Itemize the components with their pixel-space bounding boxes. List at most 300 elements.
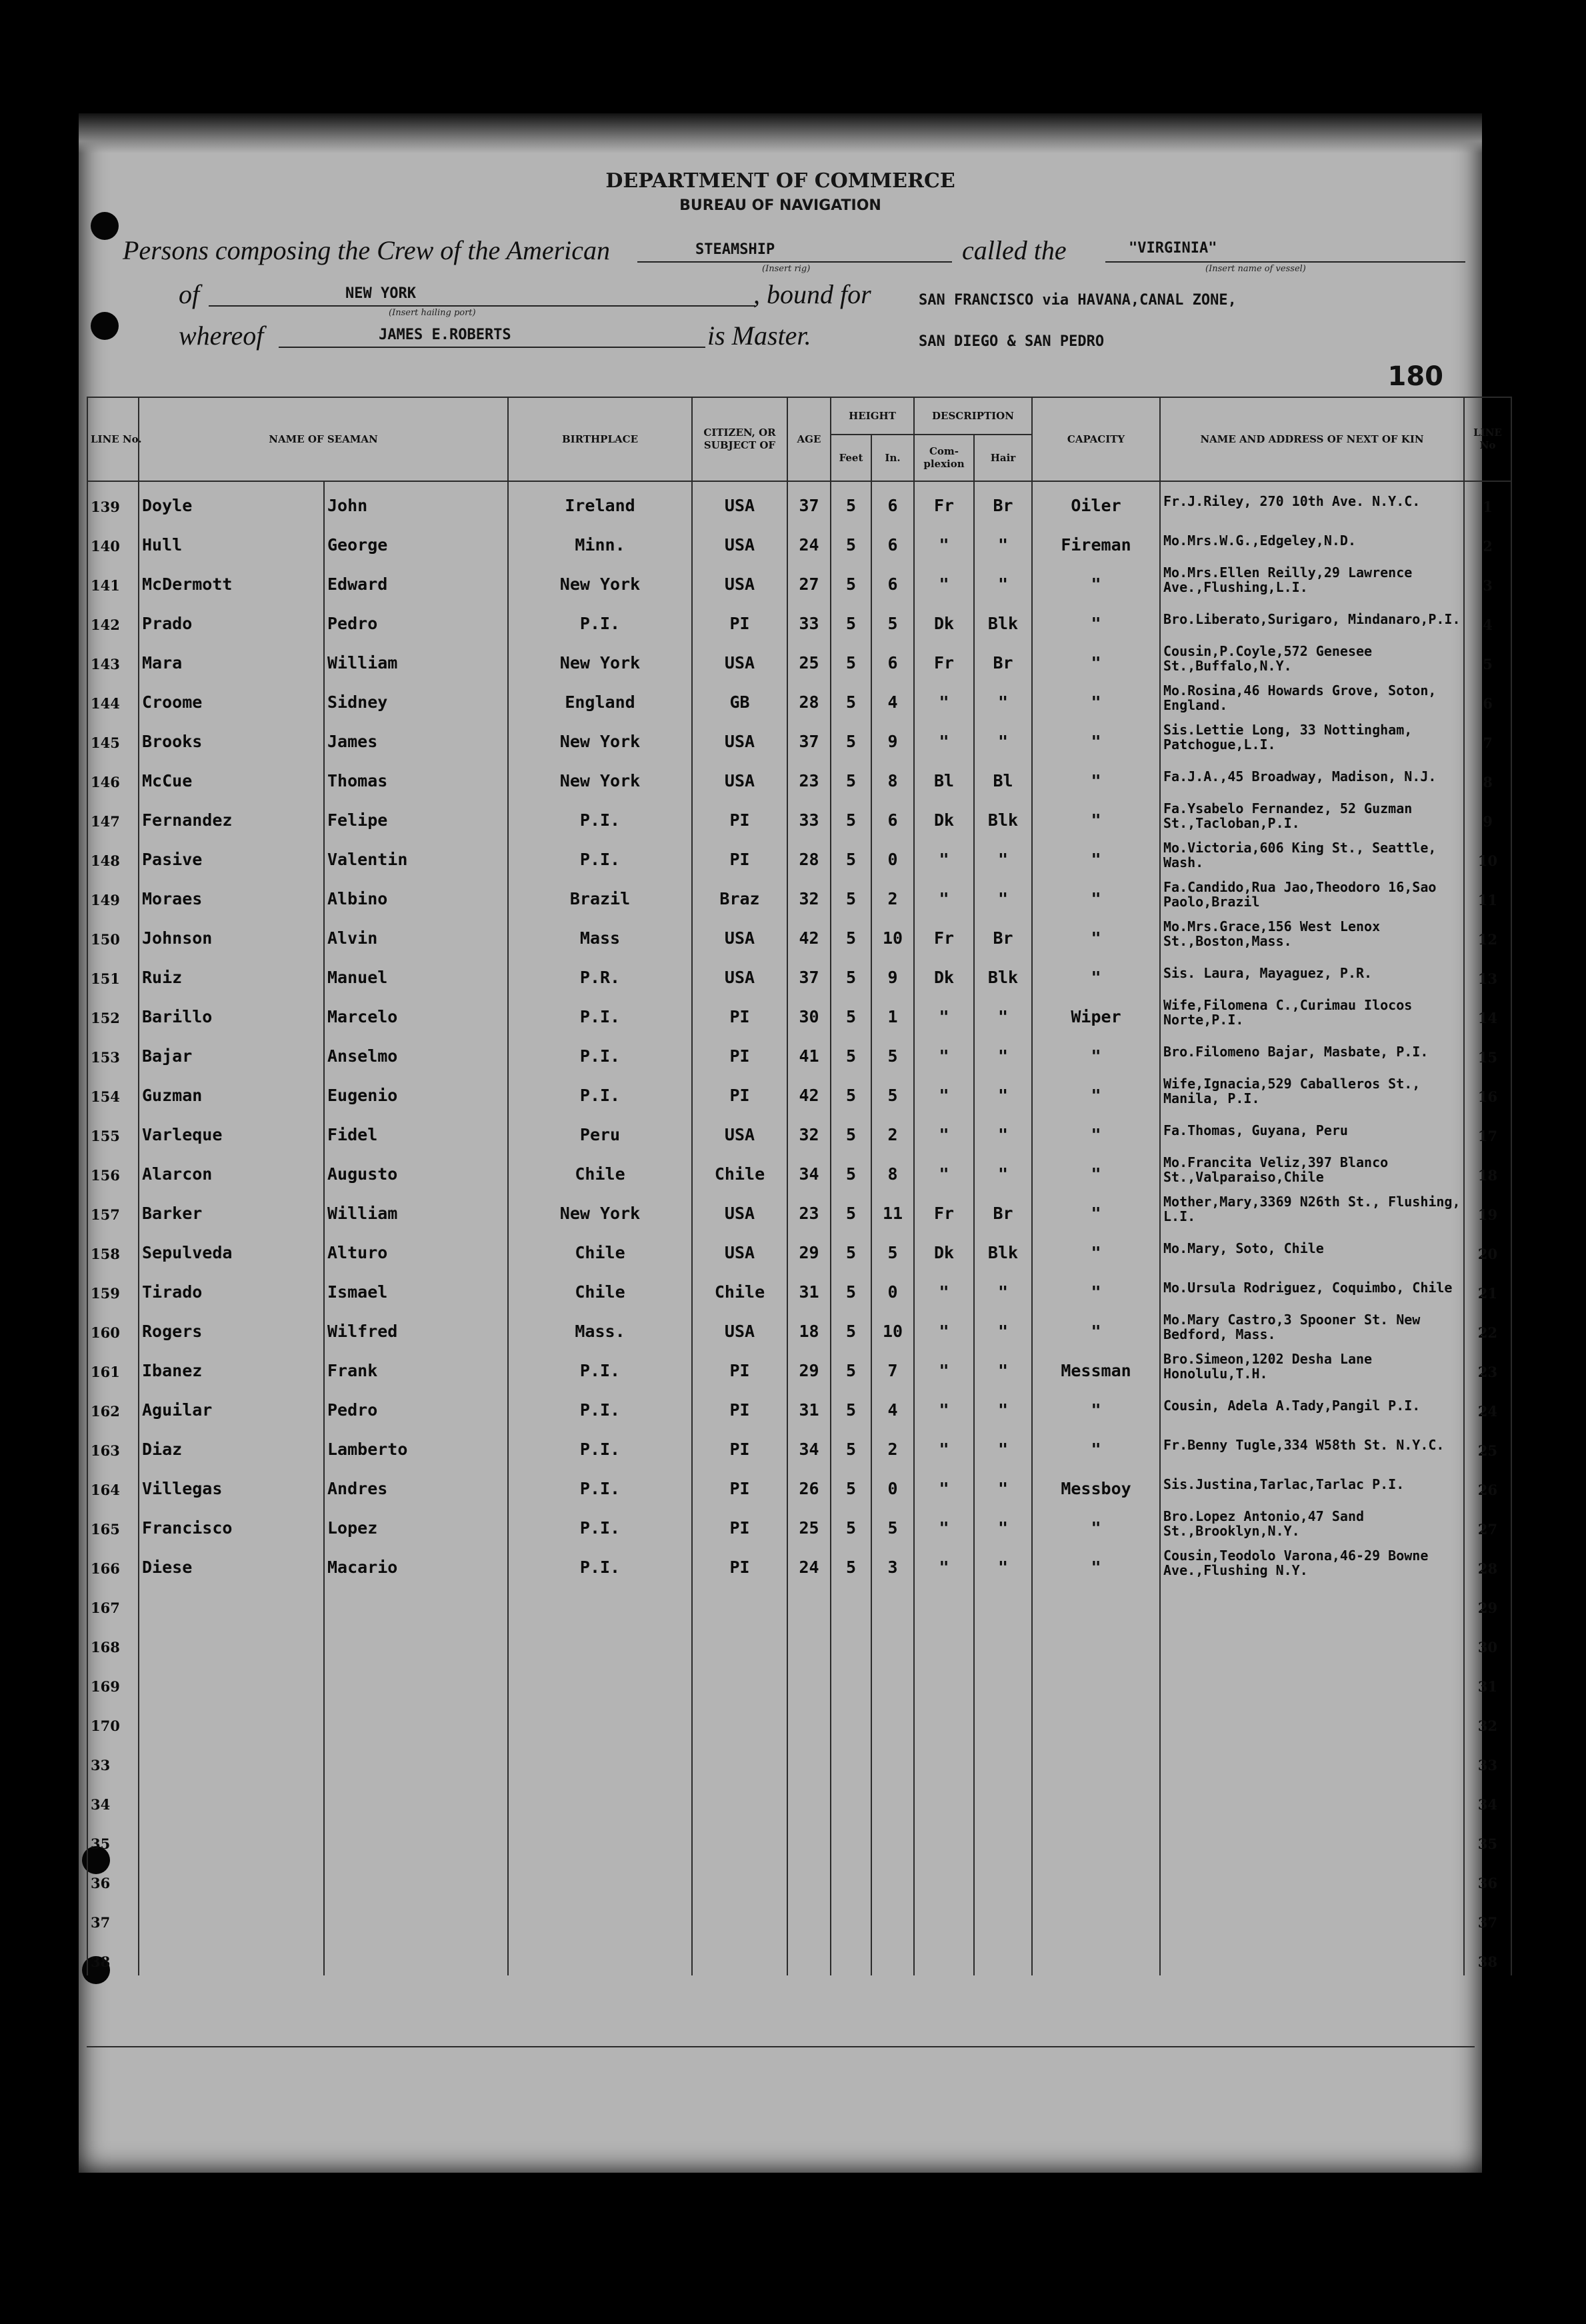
capacity xyxy=(1032,1818,1160,1857)
surname xyxy=(139,1582,324,1622)
citizenship: PI xyxy=(692,1071,787,1110)
citizenship: PI xyxy=(692,1464,787,1504)
complexion xyxy=(914,1700,974,1740)
next-of-kin: Cousin, Adela A.Tady,Pangil P.I. xyxy=(1160,1386,1464,1425)
citizenship: PI xyxy=(692,992,787,1032)
rig-value: STEAMSHIP xyxy=(695,241,775,258)
given-name xyxy=(324,1700,508,1740)
hair: " xyxy=(974,1307,1032,1346)
birthplace: P.I. xyxy=(508,1032,692,1071)
hair: " xyxy=(974,1110,1032,1150)
complexion: Dk xyxy=(914,796,974,835)
destination-line-1: SAN FRANCISCO via HAVANA,CANAL ZONE, xyxy=(919,292,1237,309)
citizenship: PI xyxy=(692,599,787,638)
next-of-kin: Mo.Francita Veliz,397 Blanco St.,Valparaiso,Chile xyxy=(1160,1150,1464,1189)
height-feet xyxy=(831,1661,871,1700)
given-name: Lamberto xyxy=(324,1425,508,1464)
complexion: " xyxy=(914,1346,974,1386)
birthplace: P.I. xyxy=(508,835,692,874)
citizenship: PI xyxy=(692,835,787,874)
hair xyxy=(974,1700,1032,1740)
hair: Br xyxy=(974,638,1032,678)
height-inches: 6 xyxy=(871,481,914,521)
height-feet: 5 xyxy=(831,1268,871,1307)
next-of-kin xyxy=(1160,1700,1464,1740)
line-number-right: 23 xyxy=(1464,1346,1511,1386)
line-number-right: 27 xyxy=(1464,1504,1511,1543)
complexion: " xyxy=(914,1386,974,1425)
surname: Francisco xyxy=(139,1504,324,1543)
surname: Rogers xyxy=(139,1307,324,1346)
surname: Barillo xyxy=(139,992,324,1032)
complexion: " xyxy=(914,1307,974,1346)
table-row xyxy=(87,717,1511,756)
citizenship xyxy=(692,1622,787,1661)
table-bottom-rule xyxy=(87,2046,1475,2047)
table-row xyxy=(87,1582,1511,1622)
height-feet: 5 xyxy=(831,1228,871,1268)
line-number-right: 2 xyxy=(1464,521,1511,560)
age xyxy=(787,1700,831,1740)
capacity: " xyxy=(1032,599,1160,638)
citizenship: USA xyxy=(692,914,787,953)
citizenship: Braz xyxy=(692,874,787,914)
height-inches: 2 xyxy=(871,874,914,914)
height-inches: 5 xyxy=(871,599,914,638)
capacity: " xyxy=(1032,1386,1160,1425)
height-inches xyxy=(871,1740,914,1779)
age xyxy=(787,1661,831,1700)
citizenship: USA xyxy=(692,1228,787,1268)
height-inches: 5 xyxy=(871,1504,914,1543)
hair: " xyxy=(974,678,1032,717)
height-inches: 2 xyxy=(871,1425,914,1464)
height-feet: 5 xyxy=(831,678,871,717)
height-feet: 5 xyxy=(831,1307,871,1346)
age: 34 xyxy=(787,1425,831,1464)
birthplace xyxy=(508,1661,692,1700)
given-name: Pedro xyxy=(324,1386,508,1425)
capacity: Oiler xyxy=(1032,481,1160,521)
age: 32 xyxy=(787,1110,831,1150)
birthplace: Chile xyxy=(508,1228,692,1268)
table-row xyxy=(87,1032,1511,1071)
line-number-right: 29 xyxy=(1464,1582,1511,1622)
complexion: Dk xyxy=(914,953,974,992)
hair: " xyxy=(974,835,1032,874)
hair xyxy=(974,1897,1032,1936)
header-hair: Hair xyxy=(974,435,1032,481)
age xyxy=(787,1936,831,1975)
next-of-kin: Fr.J.Riley, 270 10th Ave. N.Y.C. xyxy=(1160,481,1464,521)
given-name xyxy=(324,1740,508,1779)
header-line-no-right: LINE No xyxy=(1464,397,1511,481)
height-inches xyxy=(871,1936,914,1975)
citizenship: Chile xyxy=(692,1150,787,1189)
line-number: 157 xyxy=(87,1189,139,1228)
height-feet xyxy=(831,1897,871,1936)
capacity xyxy=(1032,1779,1160,1818)
age xyxy=(787,1622,831,1661)
birthplace: P.I. xyxy=(508,796,692,835)
line-number: 160 xyxy=(87,1307,139,1346)
citizenship xyxy=(692,1936,787,1975)
capacity: Wiper xyxy=(1032,992,1160,1032)
hair: " xyxy=(974,1071,1032,1110)
height-inches: 8 xyxy=(871,756,914,796)
birthplace xyxy=(508,1897,692,1936)
table-row xyxy=(87,1425,1511,1464)
table-row xyxy=(87,1700,1511,1740)
age: 25 xyxy=(787,638,831,678)
line-number-right: 21 xyxy=(1464,1268,1511,1307)
height-feet: 5 xyxy=(831,1110,871,1150)
given-name: James xyxy=(324,717,508,756)
table-row xyxy=(87,1110,1511,1150)
given-name: Augusto xyxy=(324,1150,508,1189)
hair: " xyxy=(974,1268,1032,1307)
next-of-kin: Fa.Ysabelo Fernandez, 52 Guzman St.,Tacloban,P.I. xyxy=(1160,796,1464,835)
header-citizen: CITIZEN, OR SUBJECT OF xyxy=(692,397,787,481)
height-inches: 5 xyxy=(871,1071,914,1110)
next-of-kin: Mo.Rosina,46 Howards Grove, Soton, England. xyxy=(1160,678,1464,717)
line-number-right: 8 xyxy=(1464,756,1511,796)
header-next-of-kin: NAME AND ADDRESS OF NEXT OF KIN xyxy=(1160,397,1464,481)
line-number: 163 xyxy=(87,1425,139,1464)
surname xyxy=(139,1818,324,1857)
given-name xyxy=(324,1661,508,1700)
table-row xyxy=(87,1897,1511,1936)
crew-list-heading: Persons composing the Crew of the American xyxy=(123,235,611,265)
line-number-right: 13 xyxy=(1464,953,1511,992)
height-feet: 5 xyxy=(831,560,871,599)
height-feet xyxy=(831,1857,871,1897)
surname xyxy=(139,1622,324,1661)
next-of-kin: Sis. Laura, Mayaguez, P.R. xyxy=(1160,953,1464,992)
capacity: " xyxy=(1032,953,1160,992)
next-of-kin xyxy=(1160,1661,1464,1700)
line-number: 36 xyxy=(87,1857,139,1897)
surname: Brooks xyxy=(139,717,324,756)
birthplace xyxy=(508,1622,692,1661)
given-name: Pedro xyxy=(324,599,508,638)
line-number: 162 xyxy=(87,1386,139,1425)
complexion xyxy=(914,1582,974,1622)
height-feet xyxy=(831,1936,871,1975)
complexion xyxy=(914,1622,974,1661)
surname: Aguilar xyxy=(139,1386,324,1425)
capacity: " xyxy=(1032,1543,1160,1582)
birthplace: New York xyxy=(508,560,692,599)
line-number-right: 1 xyxy=(1464,481,1511,521)
surname: Pasive xyxy=(139,835,324,874)
given-name: Felipe xyxy=(324,796,508,835)
birthplace: P.I. xyxy=(508,1464,692,1504)
age: 25 xyxy=(787,1504,831,1543)
height-inches: 7 xyxy=(871,1346,914,1386)
age: 30 xyxy=(787,992,831,1032)
citizenship: USA xyxy=(692,717,787,756)
birthplace: Mass xyxy=(508,914,692,953)
hair: Blk xyxy=(974,796,1032,835)
height-feet: 5 xyxy=(831,599,871,638)
birthplace: Ireland xyxy=(508,481,692,521)
line-number: 140 xyxy=(87,521,139,560)
line-number: 169 xyxy=(87,1661,139,1700)
complexion xyxy=(914,1818,974,1857)
birthplace: Brazil xyxy=(508,874,692,914)
line-number-right: 26 xyxy=(1464,1464,1511,1504)
surname: McDermott xyxy=(139,560,324,599)
capacity: " xyxy=(1032,914,1160,953)
line-number: 37 xyxy=(87,1897,139,1936)
line-number: 145 xyxy=(87,717,139,756)
capacity: " xyxy=(1032,1071,1160,1110)
complexion xyxy=(914,1897,974,1936)
line-number-right: 19 xyxy=(1464,1189,1511,1228)
surname xyxy=(139,1779,324,1818)
hair xyxy=(974,1857,1032,1897)
surname: Johnson xyxy=(139,914,324,953)
height-feet: 5 xyxy=(831,1464,871,1504)
header-line-no: LINE No. xyxy=(87,397,139,481)
height-inches: 2 xyxy=(871,1110,914,1150)
complexion: Bl xyxy=(914,756,974,796)
height-inches xyxy=(871,1582,914,1622)
line-number: 147 xyxy=(87,796,139,835)
next-of-kin: Sis.Justina,Tarlac,Tarlac P.I. xyxy=(1160,1464,1464,1504)
next-of-kin: Bro.Liberato,Surigaro, Mindanaro,P.I. xyxy=(1160,599,1464,638)
surname: Varleque xyxy=(139,1110,324,1150)
table-row xyxy=(87,1818,1511,1857)
height-feet: 5 xyxy=(831,1543,871,1582)
line-number-right: 15 xyxy=(1464,1032,1511,1071)
age: 31 xyxy=(787,1268,831,1307)
age: 27 xyxy=(787,560,831,599)
table-row xyxy=(87,1543,1511,1582)
height-inches: 5 xyxy=(871,1032,914,1071)
birthplace: P.R. xyxy=(508,953,692,992)
next-of-kin xyxy=(1160,1740,1464,1779)
table-row xyxy=(87,1189,1511,1228)
birthplace: P.I. xyxy=(508,1386,692,1425)
surname xyxy=(139,1661,324,1700)
surname: McCue xyxy=(139,756,324,796)
line-number: 158 xyxy=(87,1228,139,1268)
complexion: " xyxy=(914,1071,974,1110)
birthplace: P.I. xyxy=(508,1071,692,1110)
complexion xyxy=(914,1740,974,1779)
line-number-right: 22 xyxy=(1464,1307,1511,1346)
next-of-kin xyxy=(1160,1582,1464,1622)
age: 32 xyxy=(787,874,831,914)
given-name: Frank xyxy=(324,1346,508,1386)
citizenship xyxy=(692,1700,787,1740)
surname: Doyle xyxy=(139,481,324,521)
height-feet: 5 xyxy=(831,717,871,756)
table-row xyxy=(87,678,1511,717)
given-name xyxy=(324,1857,508,1897)
line-number-right: 17 xyxy=(1464,1110,1511,1150)
complexion: " xyxy=(914,1032,974,1071)
next-of-kin: Mo.Ursula Rodriguez, Coquimbo, Chile xyxy=(1160,1268,1464,1307)
height-feet: 5 xyxy=(831,638,871,678)
line-number-right: 14 xyxy=(1464,992,1511,1032)
complexion: Dk xyxy=(914,599,974,638)
height-feet: 5 xyxy=(831,1032,871,1071)
height-inches: 0 xyxy=(871,835,914,874)
age xyxy=(787,1857,831,1897)
height-feet: 5 xyxy=(831,992,871,1032)
complexion: Fr xyxy=(914,1189,974,1228)
next-of-kin xyxy=(1160,1857,1464,1897)
header-description: DESCRIPTION xyxy=(914,397,1032,435)
age: 23 xyxy=(787,756,831,796)
citizenship: PI xyxy=(692,1543,787,1582)
given-name xyxy=(324,1897,508,1936)
next-of-kin: Mo.Mary, Soto, Chile xyxy=(1160,1228,1464,1268)
complexion: Fr xyxy=(914,638,974,678)
birthplace: New York xyxy=(508,1189,692,1228)
hair: Blk xyxy=(974,1228,1032,1268)
complexion xyxy=(914,1857,974,1897)
line-number: 144 xyxy=(87,678,139,717)
age xyxy=(787,1818,831,1857)
complexion: " xyxy=(914,717,974,756)
surname xyxy=(139,1740,324,1779)
height-feet: 5 xyxy=(831,481,871,521)
capacity: " xyxy=(1032,1307,1160,1346)
hair xyxy=(974,1740,1032,1779)
line-number-right: 36 xyxy=(1464,1857,1511,1897)
surname: Croome xyxy=(139,678,324,717)
hair: Br xyxy=(974,1189,1032,1228)
age xyxy=(787,1779,831,1818)
hair: " xyxy=(974,717,1032,756)
complexion: " xyxy=(914,1504,974,1543)
given-name: Ismael xyxy=(324,1268,508,1307)
line-number: 165 xyxy=(87,1504,139,1543)
citizenship: USA xyxy=(692,638,787,678)
next-of-kin xyxy=(1160,1818,1464,1857)
given-name: John xyxy=(324,481,508,521)
line-number: 139 xyxy=(87,481,139,521)
given-name: Manuel xyxy=(324,953,508,992)
height-inches: 0 xyxy=(871,1268,914,1307)
height-feet: 5 xyxy=(831,796,871,835)
surname: Sepulveda xyxy=(139,1228,324,1268)
citizenship xyxy=(692,1582,787,1622)
age: 37 xyxy=(787,717,831,756)
complexion: " xyxy=(914,1543,974,1582)
citizenship: PI xyxy=(692,1346,787,1386)
given-name: Alturo xyxy=(324,1228,508,1268)
table-row xyxy=(87,992,1511,1032)
capacity: " xyxy=(1032,835,1160,874)
height-feet: 5 xyxy=(831,835,871,874)
line-number-right: 11 xyxy=(1464,874,1511,914)
height-inches xyxy=(871,1897,914,1936)
age xyxy=(787,1740,831,1779)
surname xyxy=(139,1700,324,1740)
citizenship: USA xyxy=(692,481,787,521)
complexion: " xyxy=(914,1464,974,1504)
line-number: 143 xyxy=(87,638,139,678)
citizenship: USA xyxy=(692,1307,787,1346)
hair: Br xyxy=(974,914,1032,953)
capacity: " xyxy=(1032,1150,1160,1189)
age: 29 xyxy=(787,1228,831,1268)
next-of-kin xyxy=(1160,1622,1464,1661)
line-number-right: 33 xyxy=(1464,1740,1511,1779)
next-of-kin: Sis.Lettie Long, 33 Nottingham, Patchogue,L.I. xyxy=(1160,717,1464,756)
capacity xyxy=(1032,1582,1160,1622)
citizenship xyxy=(692,1779,787,1818)
capacity: " xyxy=(1032,1189,1160,1228)
age: 31 xyxy=(787,1386,831,1425)
of-label: of xyxy=(179,279,200,309)
hair: " xyxy=(974,1464,1032,1504)
hair xyxy=(974,1779,1032,1818)
citizenship: USA xyxy=(692,521,787,560)
age: 42 xyxy=(787,914,831,953)
surname xyxy=(139,1936,324,1975)
crew-table-body xyxy=(87,481,1511,1975)
table-row xyxy=(87,1936,1511,1975)
capacity: " xyxy=(1032,874,1160,914)
table-row xyxy=(87,1268,1511,1307)
height-inches xyxy=(871,1622,914,1661)
height-feet: 5 xyxy=(831,874,871,914)
given-name: Macario xyxy=(324,1543,508,1582)
height-feet xyxy=(831,1622,871,1661)
next-of-kin: Fr.Benny Tugle,334 W58th St. N.Y.C. xyxy=(1160,1425,1464,1464)
height-feet: 5 xyxy=(831,1071,871,1110)
hair: " xyxy=(974,1543,1032,1582)
birthplace xyxy=(508,1700,692,1740)
birthplace xyxy=(508,1740,692,1779)
birthplace xyxy=(508,1818,692,1857)
table-row xyxy=(87,1071,1511,1110)
line-number: 156 xyxy=(87,1150,139,1189)
next-of-kin: Cousin,P.Coyle,572 Genesee St.,Buffalo,N.Y. xyxy=(1160,638,1464,678)
line-number: 154 xyxy=(87,1071,139,1110)
torn-edge xyxy=(79,113,1482,153)
given-name: Valentin xyxy=(324,835,508,874)
table-row xyxy=(87,756,1511,796)
department-title: DEPARTMENT OF COMMERCE xyxy=(605,169,955,193)
birthplace: England xyxy=(508,678,692,717)
given-name: Fidel xyxy=(324,1110,508,1150)
capacity xyxy=(1032,1622,1160,1661)
line-number: 33 xyxy=(87,1740,139,1779)
line-number: 34 xyxy=(87,1779,139,1818)
next-of-kin: Fa.J.A.,45 Broadway, Madison, N.J. xyxy=(1160,756,1464,796)
table-row xyxy=(87,638,1511,678)
height-inches: 9 xyxy=(871,953,914,992)
hair xyxy=(974,1582,1032,1622)
next-of-kin: Bro.Simeon,1202 Desha Lane Honolulu,T.H. xyxy=(1160,1346,1464,1386)
given-name xyxy=(324,1936,508,1975)
age xyxy=(787,1897,831,1936)
birthplace xyxy=(508,1936,692,1975)
table-row xyxy=(87,796,1511,835)
next-of-kin xyxy=(1160,1936,1464,1975)
next-of-kin: Mo.Mrs.W.G.,Edgeley,N.D. xyxy=(1160,521,1464,560)
hair: " xyxy=(974,1032,1032,1071)
capacity: Fireman xyxy=(1032,521,1160,560)
hair: " xyxy=(974,1346,1032,1386)
